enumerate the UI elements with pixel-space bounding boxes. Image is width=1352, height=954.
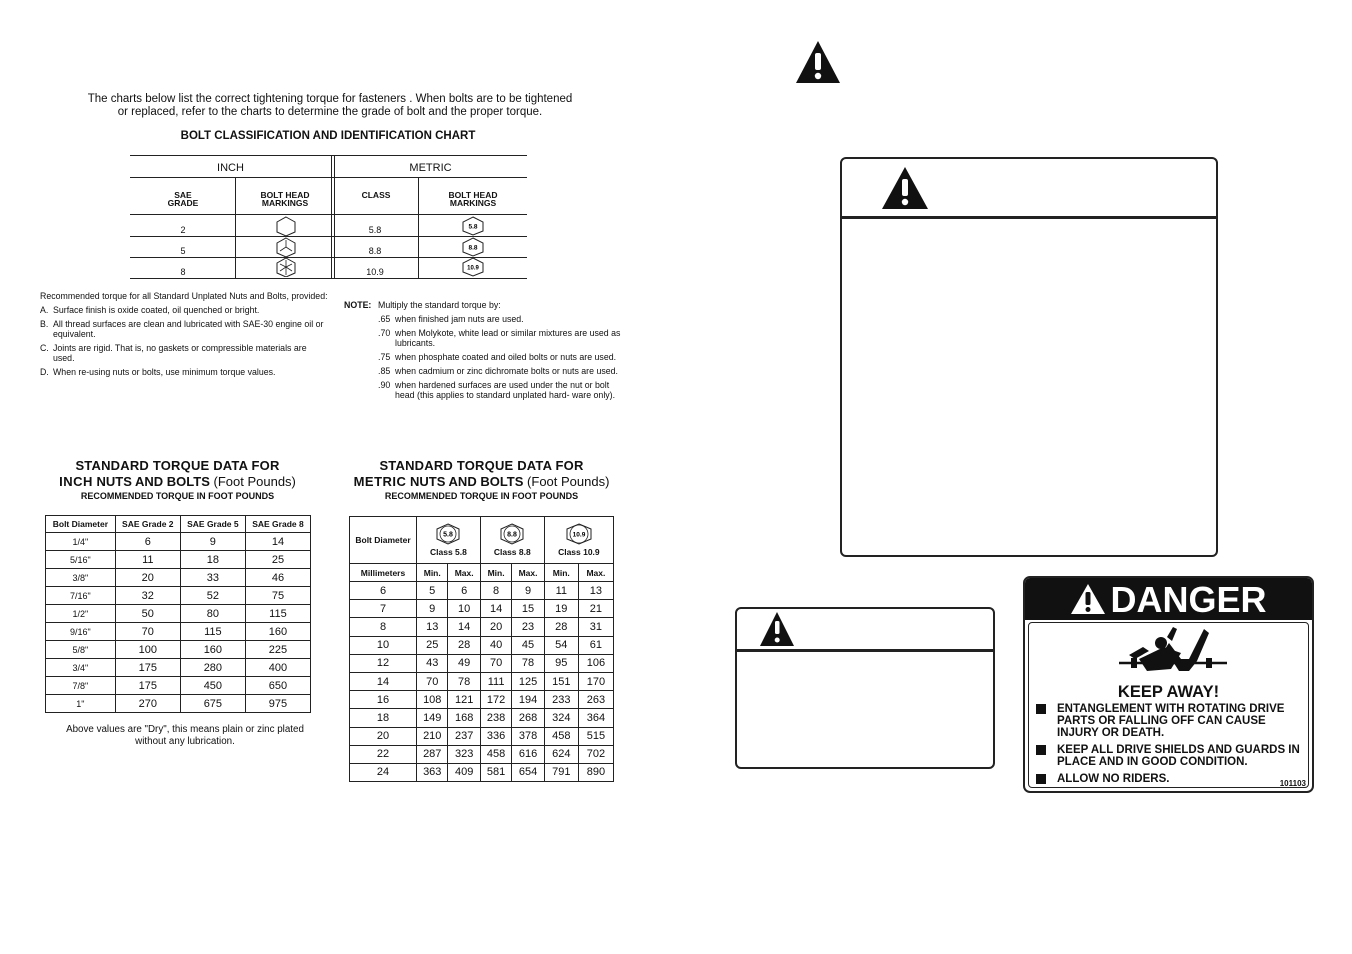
torque-cell: 149 (417, 709, 448, 727)
bolt-diameter-cell: 5/8" (46, 641, 116, 659)
torque-cell: 975 (245, 695, 310, 713)
danger-header (1025, 578, 1312, 620)
torque-cell: 21 (578, 600, 613, 618)
bullet-square-icon (1036, 745, 1046, 755)
torque-cell: 9 (180, 533, 245, 551)
grade-5: 5 (180, 246, 186, 256)
torque-cell: 18 (180, 551, 245, 569)
metric-sub-header: Max. (512, 564, 544, 582)
millimeters-cell: 12 (350, 654, 417, 672)
table-row (350, 672, 614, 690)
torque-cell: 115 (245, 605, 310, 623)
decal-part-number: 101103 (1279, 779, 1306, 788)
classification-chart-title: BOLT CLASSIFICATION AND IDENTIFICATION CHART (180, 130, 476, 142)
torque-cell: 111 (480, 672, 511, 690)
torque-cell: 287 (417, 745, 448, 763)
metric-sub-header: Min. (544, 564, 578, 582)
millimeters-cell: 7 (350, 600, 417, 618)
torque-cell: 20 (115, 569, 180, 587)
torque-cell: 400 (245, 659, 310, 677)
torque-cell: 32 (115, 587, 180, 605)
torque-cell: 263 (578, 691, 613, 709)
torque-cell: 323 (448, 745, 480, 763)
table-row (46, 659, 311, 677)
table-row (350, 709, 614, 727)
millimeters-cell: 18 (350, 709, 417, 727)
torque-cell: 194 (512, 691, 544, 709)
torque-cell: 160 (245, 623, 310, 641)
torque-cell: 19 (544, 600, 578, 618)
torque-cell: 210 (417, 727, 448, 745)
torque-cell: 13 (578, 582, 613, 600)
marking-8-8: 8.8 (468, 244, 478, 252)
torque-cell: 515 (578, 727, 613, 745)
table-row (46, 641, 311, 659)
torque-cell: 175 (115, 659, 180, 677)
torque-cell: 9 (417, 600, 448, 618)
note-item: .85 when cadmium or zinc dichromate bolts or nuts are used. (378, 366, 618, 376)
bolt-head-markings-metric-header: BOLT HEAD MARKINGS (448, 190, 498, 208)
warning-triangle-icon (759, 611, 795, 647)
bullet-square-icon (1036, 774, 1046, 784)
torque-cell: 363 (417, 763, 448, 781)
bolt-head-8-8-icon (499, 523, 525, 545)
torque-cell: 237 (448, 727, 480, 745)
keep-away-heading: KEEP AWAY! (1117, 683, 1220, 701)
metric-torque-title: STANDARD TORQUE DATA FOR METRIC NUTS AND BOLTS (Foot Pounds) RECOMMENDED TORQUE IN FOOT POUNDS (353, 458, 610, 501)
danger-item: KEEP ALL DRIVE SHIELDS AND GUARDS IN PLACE AND IN GOOD CONDITION. (1034, 744, 1304, 768)
warning-triangle-icon (794, 39, 842, 85)
torque-cell: 8 (480, 582, 511, 600)
torque-cell: 280 (180, 659, 245, 677)
torque-cell: 175 (115, 677, 180, 695)
millimeters-cell: 22 (350, 745, 417, 763)
table-row (350, 582, 614, 600)
torque-cell: 40 (480, 636, 511, 654)
metric-sub-header: Max. (578, 564, 613, 582)
bolt-diameter-cell: 3/4" (46, 659, 116, 677)
bolt-head-10-9-icon (565, 523, 593, 545)
metric-head-marking-icons (460, 215, 486, 277)
torque-cell: 364 (578, 709, 613, 727)
torque-cell: 25 (417, 636, 448, 654)
table-row (46, 605, 311, 623)
note-item: .70 when Molykote, white lead or similar mixtures are used as lubricants. (378, 328, 621, 348)
torque-cell: 650 (245, 677, 310, 695)
torque-cell: 791 (544, 763, 578, 781)
marking-10-9: 10.9 (467, 265, 479, 272)
intro-line-1: The charts below list the correct tightening torque for fasteners . When bolts are to be tightened (87, 93, 573, 105)
millimeters-cell: 16 (350, 691, 417, 709)
condition-a: A. Surface finish is oxide coated, oil quenched or bright. (40, 305, 260, 315)
metric-torque-table (349, 516, 614, 782)
millimeters-cell: 20 (350, 727, 417, 745)
torque-cell: 11 (544, 582, 578, 600)
metric-sub-header: Millimeters (350, 564, 417, 582)
recommended-intro: Recommended torque for all Standard Unplated Nuts and Bolts, provided: (40, 291, 328, 301)
torque-cell: 6 (448, 582, 480, 600)
torque-cell: 458 (544, 727, 578, 745)
condition-b: B. All thread surfaces are clean and lubricated with SAE-30 engine oil or equivalent. (40, 319, 324, 339)
torque-cell: 268 (512, 709, 544, 727)
inch-col-header: SAE Grade 2 (115, 516, 180, 533)
torque-cell: 20 (480, 618, 511, 636)
torque-cell: 172 (480, 691, 511, 709)
torque-cell: 28 (448, 636, 480, 654)
table-row (350, 600, 614, 618)
table-row (350, 745, 614, 763)
danger-item: ENTANGLEMENT WITH ROTATING DRIVE PARTS OR FALLING OFF CAN CAUSE INJURY OR DEATH. (1034, 703, 1304, 739)
torque-cell: 324 (544, 709, 578, 727)
torque-cell: 78 (512, 654, 544, 672)
torque-cell: 5 (417, 582, 448, 600)
metric-sub-header: Max. (448, 564, 480, 582)
torque-cell: 61 (578, 636, 613, 654)
torque-cell: 75 (245, 587, 310, 605)
torque-cell: 378 (512, 727, 544, 745)
torque-cell: 233 (544, 691, 578, 709)
bolt-head-5-8-icon (435, 523, 461, 545)
torque-cell: 54 (544, 636, 578, 654)
torque-cell: 45 (512, 636, 544, 654)
metric-sub-header: Min. (417, 564, 448, 582)
torque-cell: 106 (578, 654, 613, 672)
bolt-diameter-cell: 5/16" (46, 551, 116, 569)
inch-col-header: Bolt Diameter (46, 516, 116, 533)
torque-cell: 70 (480, 654, 511, 672)
millimeters-cell: 24 (350, 763, 417, 781)
millimeters-cell: 6 (350, 582, 417, 600)
torque-cell: 170 (578, 672, 613, 690)
torque-cell: 654 (512, 763, 544, 781)
torque-cell: 675 (180, 695, 245, 713)
torque-cell: 115 (180, 623, 245, 641)
class-5-8: 5.8 (368, 225, 382, 235)
torque-cell: 15 (512, 600, 544, 618)
recommended-torque-conditions (40, 291, 330, 381)
torque-cell: 11 (115, 551, 180, 569)
table-row (46, 533, 311, 551)
marking-5-8: 5.8 (468, 223, 478, 231)
warning-panel-large (840, 157, 1218, 557)
torque-cell: 70 (115, 623, 180, 641)
torque-cell: 336 (480, 727, 511, 745)
torque-cell: 225 (245, 641, 310, 659)
torque-cell: 49 (448, 654, 480, 672)
sae-grade-header: SAE GRADE (167, 190, 199, 208)
danger-label: DANGER (1110, 579, 1267, 620)
torque-cell: 890 (578, 763, 613, 781)
torque-cell: 78 (448, 672, 480, 690)
condition-c: C. Joints are rigid. That is, no gaskets or compressible materials are used. (40, 343, 307, 363)
table-row (350, 763, 614, 781)
torque-cell: 702 (578, 745, 613, 763)
table-row (46, 587, 311, 605)
warning-triangle-icon (1070, 583, 1106, 615)
torque-cell: 108 (417, 691, 448, 709)
torque-cell: 458 (480, 745, 511, 763)
table-row (46, 695, 311, 713)
class-header: CLASS (361, 190, 391, 200)
torque-cell: 160 (180, 641, 245, 659)
intro-text (60, 93, 600, 119)
torque-cell: 168 (448, 709, 480, 727)
table-row (350, 618, 614, 636)
torque-cell: 270 (115, 695, 180, 713)
bolt-diameter-cell: 7/16" (46, 587, 116, 605)
warning-triangle-icon (880, 165, 930, 211)
torque-cell: 33 (180, 569, 245, 587)
millimeters-cell: 14 (350, 672, 417, 690)
torque-cell: 125 (512, 672, 544, 690)
condition-d: D. When re-using nuts or bolts, use minimum torque values. (40, 367, 276, 377)
torque-cell: 28 (544, 618, 578, 636)
torque-cell: 95 (544, 654, 578, 672)
torque-cell: 624 (544, 745, 578, 763)
bolt-diameter-cell: 3/8" (46, 569, 116, 587)
torque-cell: 25 (245, 551, 310, 569)
table-row (350, 654, 614, 672)
bolt-diameter-header: Bolt Diameter (350, 517, 417, 564)
metric-sub-header: Min. (480, 564, 511, 582)
dry-values-footnote: Above values are "Dry", this means plain or zinc plated without any lubrication. (66, 724, 304, 747)
svg-text:10.9: 10.9 (572, 531, 586, 539)
bullet-square-icon (1036, 704, 1046, 714)
inch-col-header: SAE Grade 8 (245, 516, 310, 533)
table-row (350, 727, 614, 745)
torque-cell: 14 (448, 618, 480, 636)
table-row (46, 569, 311, 587)
torque-cell: 6 (115, 533, 180, 551)
svg-text:5.8: 5.8 (443, 531, 454, 539)
class-8-8-header: 8.8 Class 8.8 (480, 517, 544, 564)
inch-torque-title: STANDARD TORQUE DATA FOR INCH NUTS AND BOLTS (Foot Pounds) RECOMMENDED TORQUE IN FOOT POUNDS (59, 458, 296, 501)
torque-cell: 70 (417, 672, 448, 690)
torque-cell: 13 (417, 618, 448, 636)
torque-cell: 52 (180, 587, 245, 605)
torque-cell: 121 (448, 691, 480, 709)
inch-group-header: INCH (217, 162, 244, 174)
torque-cell: 581 (480, 763, 511, 781)
torque-cell: 151 (544, 672, 578, 690)
torque-cell: 46 (245, 569, 310, 587)
class-8-8: 8.8 (368, 246, 382, 256)
class-10-9: 10.9 (366, 267, 384, 277)
inch-col-header: SAE Grade 5 (180, 516, 245, 533)
torque-multiplier-note (344, 300, 624, 404)
inch-torque-table (45, 515, 311, 713)
note-item: .65 when finished jam nuts are used. (378, 314, 524, 324)
metric-group-header: METRIC (409, 162, 452, 174)
note-item: .75 when phosphate coated and oiled bolts or nuts are used. (378, 352, 617, 362)
class-10-9-header: 10.9 Class 10.9 (544, 517, 613, 564)
bolt-diameter-cell: 1/2" (46, 605, 116, 623)
torque-cell: 14 (245, 533, 310, 551)
torque-cell: 50 (115, 605, 180, 623)
bolt-diameter-cell: 1" (46, 695, 116, 713)
intro-line-2: or replaced, refer to the charts to determine the grade of bolt and the proper torque. (117, 106, 543, 118)
bolt-diameter-cell: 1/4" (46, 533, 116, 551)
danger-list (1034, 703, 1304, 790)
torque-cell: 9 (512, 582, 544, 600)
torque-cell: 409 (448, 763, 480, 781)
entanglement-hazard-icon (1109, 625, 1234, 681)
table-row (46, 623, 311, 641)
torque-cell: 43 (417, 654, 448, 672)
bolt-head-markings-inch-header: BOLT HEAD MARKINGS (260, 190, 310, 208)
danger-item: ALLOW NO RIDERS. (1034, 773, 1304, 785)
hex-head-marking-icons (274, 215, 298, 277)
danger-decal (1023, 576, 1314, 793)
bolt-classification-chart (130, 155, 527, 279)
bolt-diameter-cell: 7/8" (46, 677, 116, 695)
note-label: NOTE: (344, 300, 372, 310)
torque-cell: 14 (480, 600, 511, 618)
torque-cell: 450 (180, 677, 245, 695)
table-row (46, 551, 311, 569)
table-row (46, 677, 311, 695)
class-5-8-header: 5.8 Class 5.8 (417, 517, 481, 564)
torque-cell: 100 (115, 641, 180, 659)
note-item: .90 when hardened surfaces are used under the nut or bolt head (this applies to standard unplated hard- ware only). (378, 380, 616, 400)
grade-2: 2 (180, 225, 186, 235)
millimeters-cell: 10 (350, 636, 417, 654)
torque-cell: 10 (448, 600, 480, 618)
torque-cell: 238 (480, 709, 511, 727)
torque-cell: 23 (512, 618, 544, 636)
torque-cell: 31 (578, 618, 613, 636)
torque-cell: 80 (180, 605, 245, 623)
warning-panel-small (735, 607, 995, 769)
torque-cell: 616 (512, 745, 544, 763)
millimeters-cell: 8 (350, 618, 417, 636)
table-row (350, 691, 614, 709)
bolt-diameter-cell: 9/16" (46, 623, 116, 641)
note-intro: Multiply the standard torque by: (378, 300, 501, 310)
table-row (350, 636, 614, 654)
grade-8: 8 (180, 267, 186, 277)
svg-text:8.8: 8.8 (507, 531, 518, 539)
